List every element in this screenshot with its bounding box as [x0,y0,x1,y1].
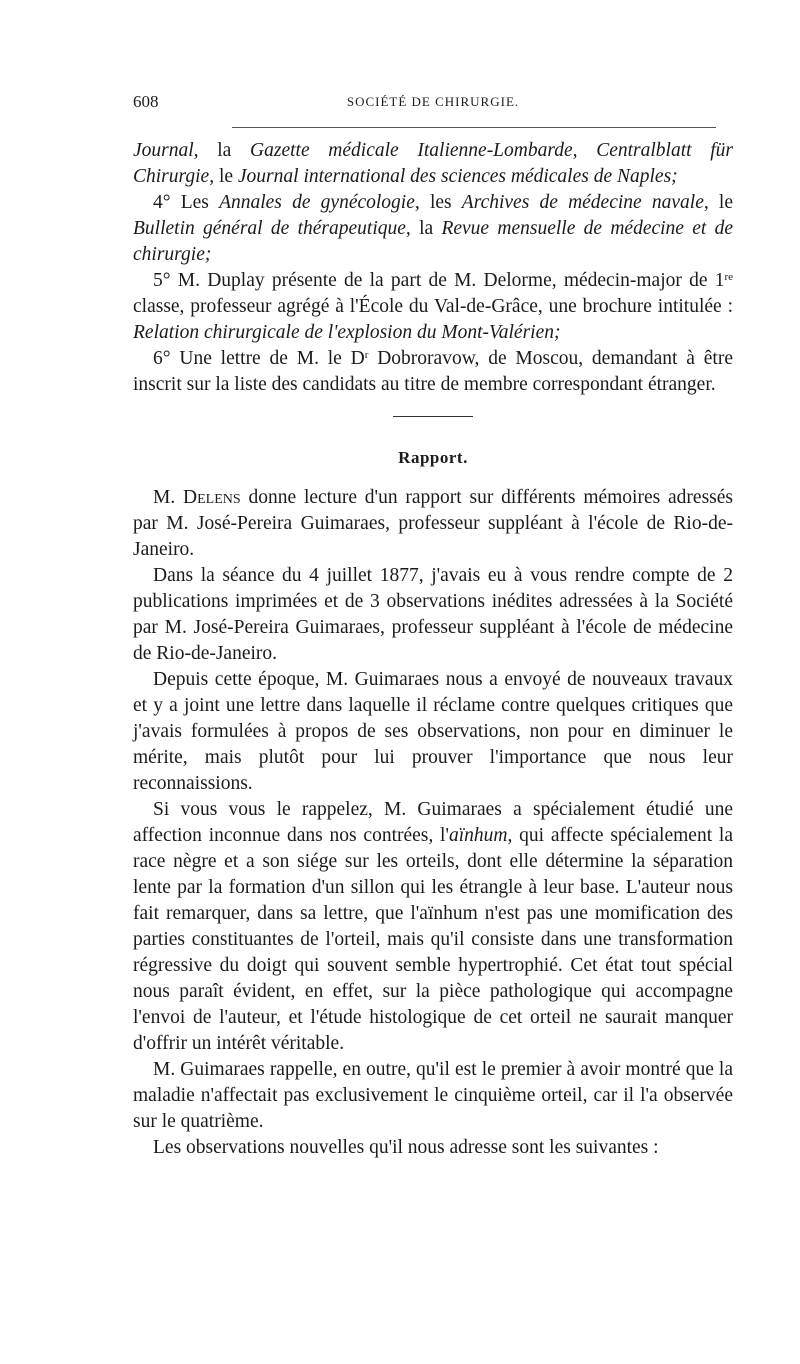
running-title: SOCIÉTÉ DE CHIRURGIE. [346,94,520,109]
paragraph: Les observations nouvelles qu'il nous adresse sont les suivantes : [153,1137,659,1158]
paragraph-item-5 [133,268,733,346]
running-head [133,92,733,116]
paragraph: Depuis cette époque, M. Guimaraes nous a envoyé de nouveaux travaux et y a joint une lettre dans laquelle il réclame contre quelques critiques que j'avais formulées à propos de ses observations, non pour en diminuer le mérite, mais plutôt pour lui prouver l'importance que nous leur reconnaissions. [133,669,733,794]
body-text [133,138,733,1161]
paragraph-rapport-intro [133,485,733,563]
paragraph-item-4 [133,190,733,268]
italic-text: aïnhum, [448,825,513,846]
text: la [198,140,251,161]
italic-text: Annales de gynécologie, [219,192,420,213]
text: le [214,166,238,187]
italic-text: Bulletin général de thérapeutique, [133,218,411,239]
paragraph: Dans la séance du 4 juillet 1877, j'avais eu à vous rendre compte de 2 publications imprimées et de 3 observations inédites adressées à la Société par M. José-Pereira Guimaraes, professeur suppléant à l'école de médecine de Rio-de-Janeiro. [133,565,733,664]
section-separator [393,416,473,417]
section-title: Rapport. [398,448,468,467]
paragraph-ainhum [133,797,733,1057]
text: 4° Les [153,192,220,213]
text: Si vous vous le rappelez, M. Guimaraes a spécialement étudié une affection inconnue dans nos contrées, l' [133,799,733,846]
text: M. [153,487,184,508]
text: la [410,218,442,239]
paragraph: M. Guimaraes rappelle, en outre, qu'il est le premier à avoir montré que la maladie n'affectait pas exclusivement le cinquième orteil, car il l'a observée sur le quatrième. [133,1059,733,1132]
text: qui affecte spécialement la race nègre et a son siége sur les orteils, dont elle détermine la séparation lente par la formation d'un sillon qui les étrangle à leur base. L'auteur nous fait remarquer, dans sa lettre, que l'aïnhum n'est pas une momification des parties constituantes de l'orteil, mais qu'il consiste dans une transformation régressive du doigt qui souvent semble hypertrophié. Cet état tout spécial nous paraît évident, en effet, sur la pièce pathologique qui accompagne l'envoi de l'auteur, et l'étude histologique de cet orteil ne saurait manquer d'offrir un intérêt véritable. [133,825,733,1054]
text: les [419,192,462,213]
text: classe, professeur agrégé à l'École du Val-de-Grâce, une brochure intitulée : [133,296,733,317]
italic-text: Gazette médicale Italienne-Lombarde, Centralblatt für Chirurgie, [133,140,734,187]
paragraph-item-6 [133,346,733,398]
text: Dobroravow, de Moscou, demandant à être inscrit sur la liste des candidats au titre de membre correspondant étranger. [133,348,733,395]
superscript: re [724,271,733,283]
italic-text: Revue mensuelle de médecine et de chirurgie; [133,218,734,265]
text: 5° M. Duplay présente de la part de M. Delorme, médecin-major de 1 [153,270,725,291]
page-number: 608 [133,92,159,111]
italic-text: Journal international des sciences médicales de Naples; [237,166,678,187]
text: donne lecture d'un rapport sur différents mémoires adressés par M. José-Pereira Guimaraes, professeur suppléant à l'école de Rio-de-Janeiro. [133,487,733,560]
author-name: Delens [183,487,241,508]
italic-text: Journal, [133,140,199,161]
text: le [708,192,733,213]
italic-text: Archives de médecine navale, [461,192,709,213]
paragraph-journals-list [133,138,733,190]
header-rule [232,127,716,128]
text: 6° Une lettre de M. le D [153,348,365,369]
superscript: r [364,349,369,361]
italic-text: Relation chirurgicale de l'explosion du Mont-Valérien; [133,322,561,343]
